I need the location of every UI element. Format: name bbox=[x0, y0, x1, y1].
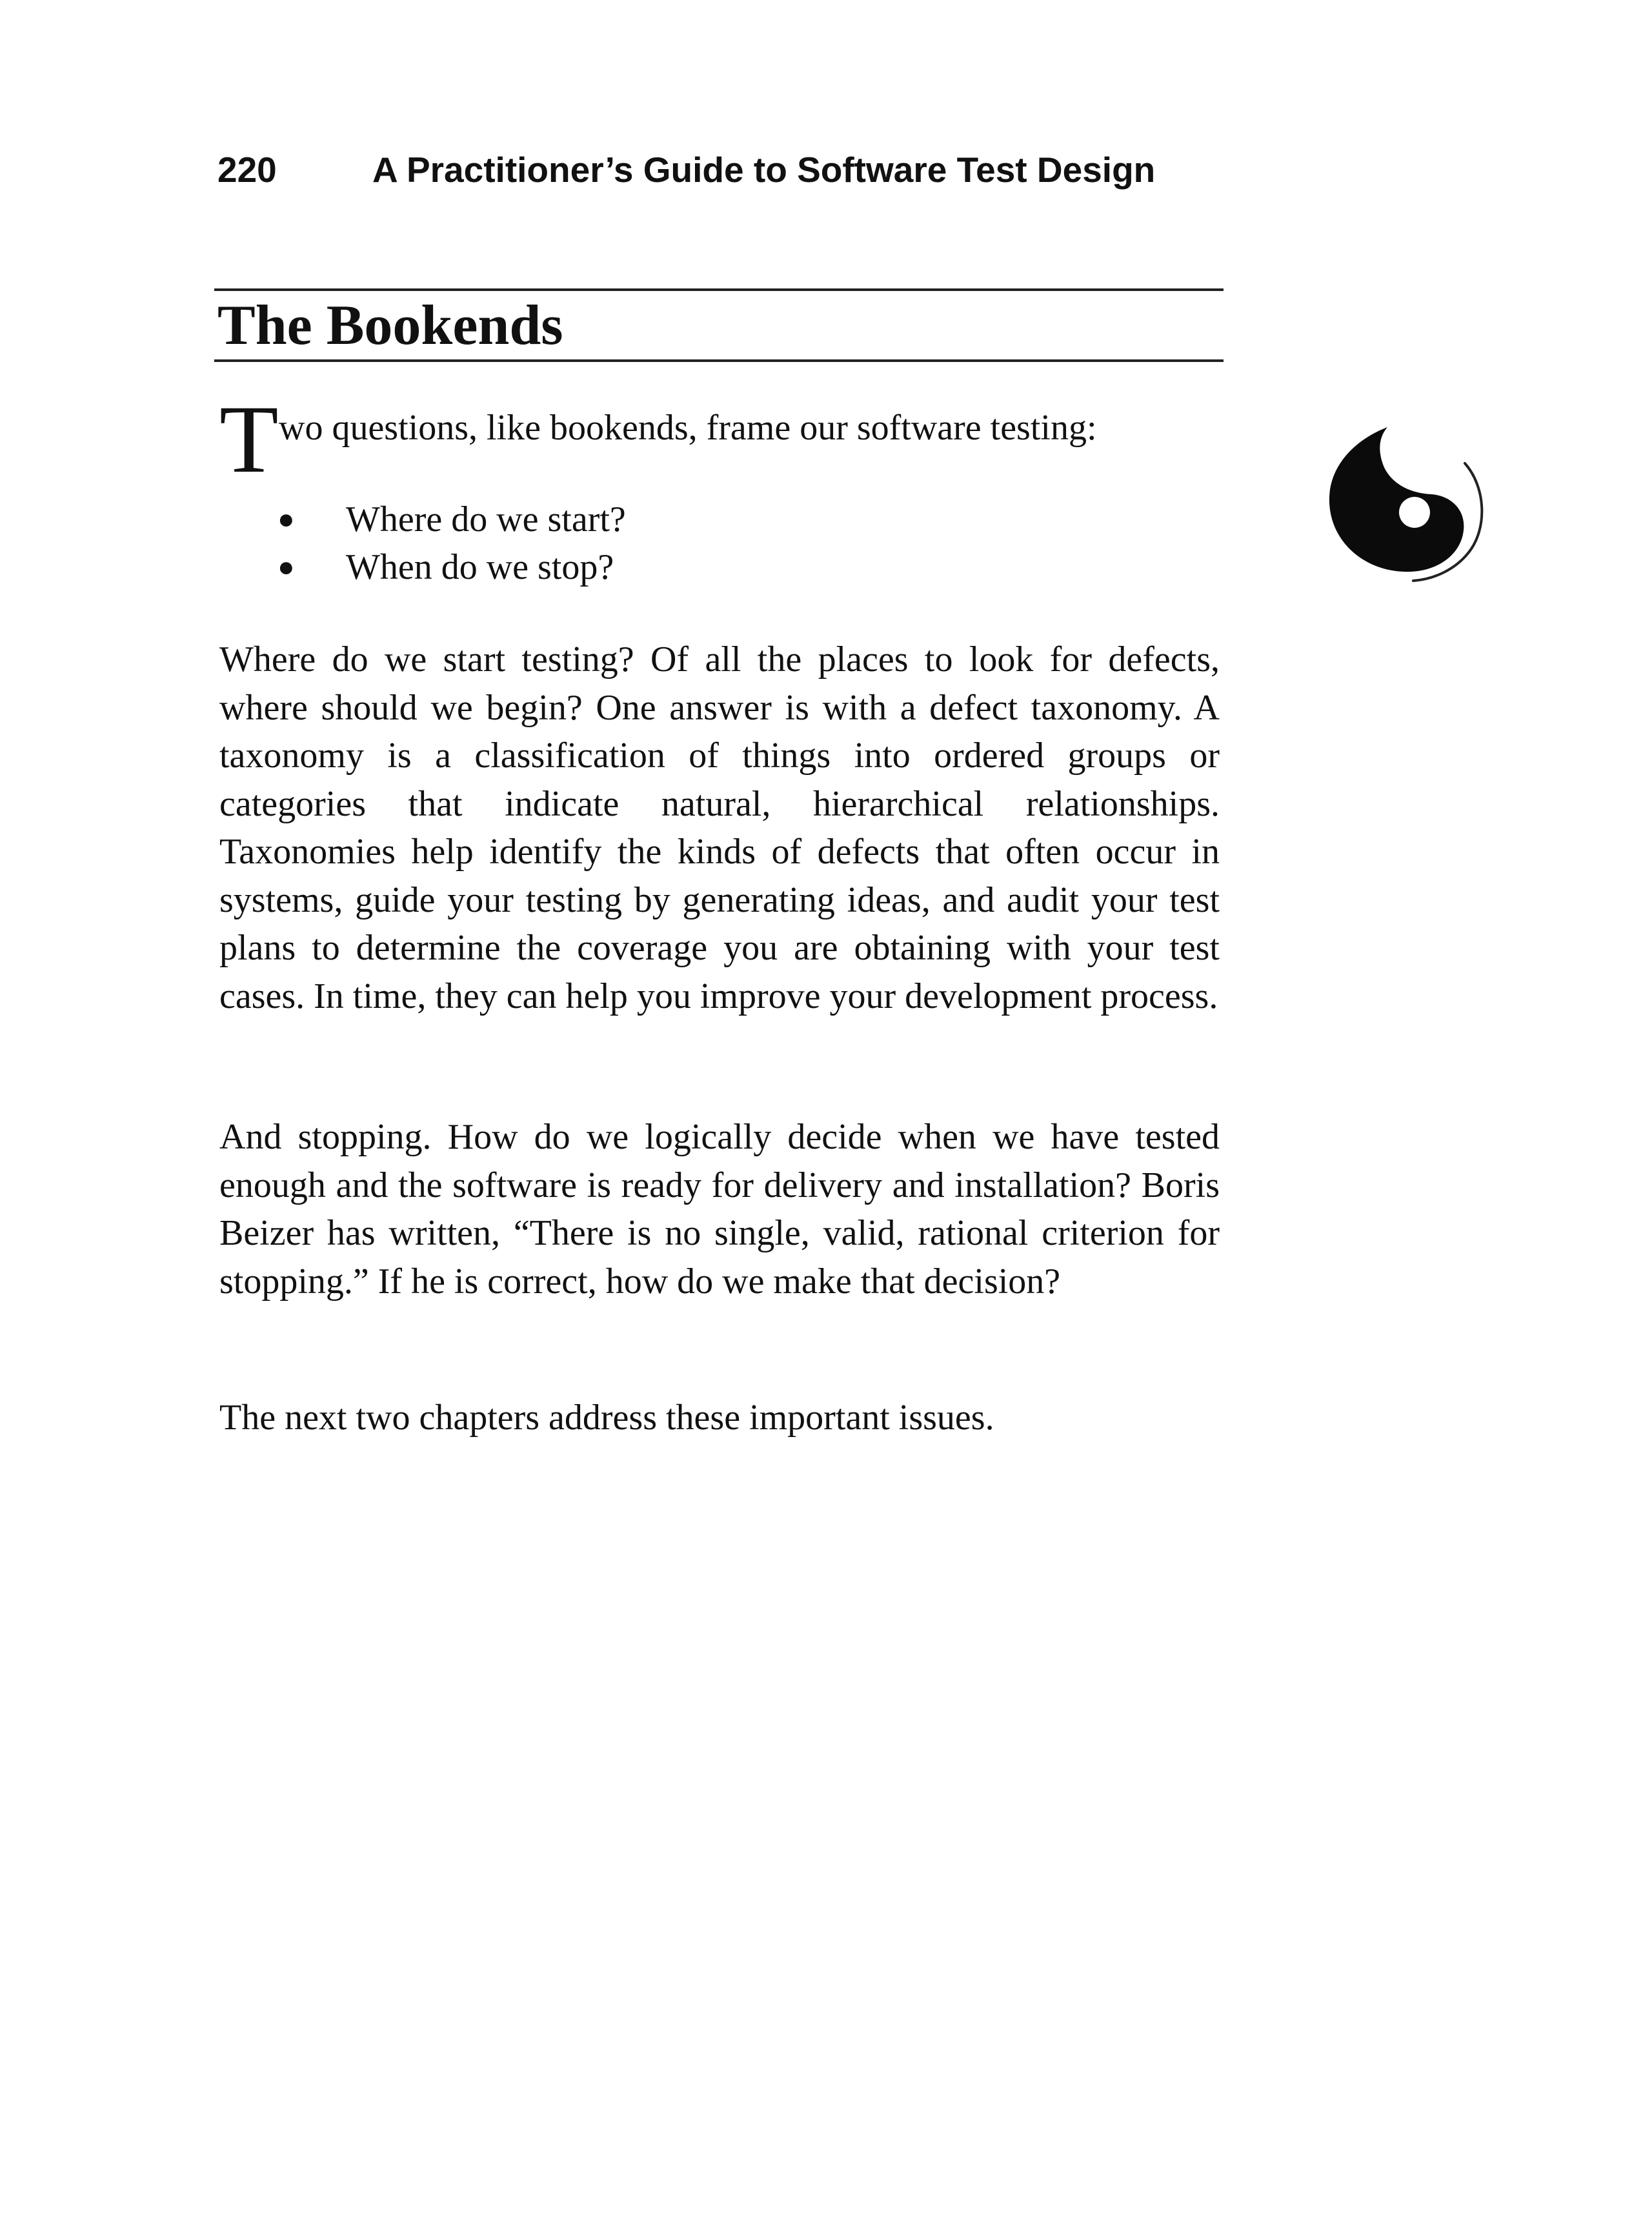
list-item bbox=[277, 543, 626, 591]
drop-cap: T bbox=[219, 386, 279, 493]
book-title: A Practitioner’s Guide to Software Test Design bbox=[372, 150, 1156, 190]
paragraph-stopping: And stopping. How do we logically decide when we have tested enough and the software is ready for delivery and installation? Boris Beizer has written, “There is no single, valid, rational criterion for stopping.” If he is correct, how do we make that decision? bbox=[219, 1117, 1220, 1301]
paragraph-closing: The next two chapters address these important issues. bbox=[219, 1398, 994, 1438]
list-item bbox=[277, 496, 626, 543]
lead-text: wo questions, like bookends, frame our software testing: bbox=[279, 408, 1097, 448]
list-item-text: When do we stop? bbox=[346, 547, 614, 587]
section-title: The Bookends bbox=[217, 294, 563, 357]
bullet-icon: ● bbox=[277, 551, 295, 583]
question-list bbox=[277, 496, 626, 591]
yin-yang-icon bbox=[1316, 419, 1510, 600]
paragraph-taxonomy: Where do we start testing? Of all the places to look for defects, where should we begin? One answer is with a defect taxonomy. A taxonomy is a classification of things into ordered groups or categories that indicate natural, hierarchical relationships. Taxonomies help identify the kinds of defects that often occur in systems, guide your testing by generating ideas, and audit your test plans to determine the coverage you are obtaining with your test cases. In time, they can help you improve your development process. bbox=[219, 639, 1220, 1016]
title-rule-bottom bbox=[214, 359, 1224, 362]
page-number: 220 bbox=[217, 150, 277, 190]
running-head bbox=[217, 152, 1315, 188]
bullet-icon: ● bbox=[277, 503, 295, 535]
title-rule-top bbox=[214, 288, 1224, 291]
list-item-text: Where do we start? bbox=[346, 499, 626, 539]
